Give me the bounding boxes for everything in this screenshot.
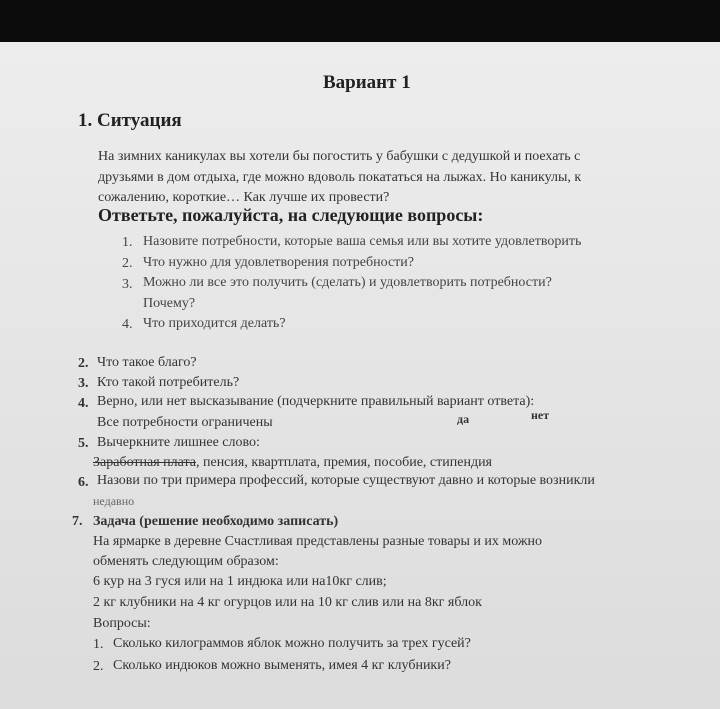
task-line-2: обменять следующим образом: xyxy=(93,554,279,569)
item-3-number: 3. xyxy=(78,376,89,391)
task-question-1-number: 1. xyxy=(93,637,104,652)
question-4-number: 4. xyxy=(122,317,133,332)
task-question-1-text: Сколько килограммов яблок можно получить за трех гусей? xyxy=(113,636,471,651)
item-5-words xyxy=(93,455,492,471)
situation-paragraph-line-3: сожалению, короткие… Как лучше их провести? xyxy=(98,190,390,205)
question-3-continuation: Почему? xyxy=(143,296,196,311)
section-heading-situation: 1. Ситуация xyxy=(78,110,182,131)
item-5-text: Вычеркните лишнее слово: xyxy=(97,435,260,450)
item-7-number: 7. xyxy=(72,514,83,529)
task-line-1: На ярмарке в деревне Счастливая представлены разные товары и их можно xyxy=(93,534,543,549)
task-question-2-text: Сколько индюков можно выменять, имея 4 кг клубники? xyxy=(113,658,451,673)
question-4-text: Что приходится делать? xyxy=(143,316,286,331)
item-6-number: 6. xyxy=(78,475,89,490)
question-3-number: 3. xyxy=(122,277,133,292)
answer-no: нет xyxy=(531,408,550,422)
item-4-text: Верно, или нет высказывание (подчеркните правильный вариант ответа): xyxy=(97,394,535,409)
page-title: Вариант 1 xyxy=(323,72,411,93)
task-line-3: 6 кур на 3 гуся или на 1 индюка или на10кг слив; xyxy=(93,574,387,589)
question-2-number: 2. xyxy=(122,256,133,271)
item-2-number: 2. xyxy=(78,356,89,371)
answer-yes: да xyxy=(457,412,470,426)
task-line-4: 2 кг клубники на 4 кг огурцов или на 10 кг слив или на 8кг яблок xyxy=(93,595,482,610)
item-2-text: Что такое благо? xyxy=(97,355,197,370)
item-3-text: Кто такой потребитель? xyxy=(97,375,240,390)
question-2-text: Что нужно для удовлетворения потребности? xyxy=(143,255,415,270)
item-4-number: 4. xyxy=(78,396,89,411)
item-4-statement: Все потребности ограничены xyxy=(97,415,273,430)
task-question-2-number: 2. xyxy=(93,659,104,674)
situation-paragraph-line-2: друзьями в дом отдыха, где можно вдоволь покататься на лыжах. Но каникулы, к xyxy=(98,170,582,185)
question-3-text: Можно ли все это получить (сделать) и удовлетворить потребности? xyxy=(143,275,552,290)
item-5-struck-word: Заработная плата xyxy=(93,455,196,470)
situation-paragraph-line-1: На зимних каникулах вы хотели бы погостить у бабушки с дедушкой и поехать с xyxy=(98,149,581,164)
item-5-number: 5. xyxy=(78,436,89,451)
item-5-remaining-words: , пенсия, квартплата, премия, пособие, стипендия xyxy=(195,455,492,470)
item-7-heading: Задача (решение необходимо записать) xyxy=(93,514,339,529)
question-1-text: Назовите потребности, которые ваша семья или вы хотите удовлетворить xyxy=(143,234,582,249)
questions-heading: Ответьте, пожалуйста, на следующие вопросы: xyxy=(98,205,484,225)
item-6-continuation: недавно xyxy=(93,494,135,508)
item-6-text: Назови по три примера профессий, которые существуют давно и которые возникли xyxy=(97,473,595,488)
question-1-number: 1. xyxy=(122,235,133,250)
task-line-5: Вопросы: xyxy=(93,616,151,631)
document-page xyxy=(0,42,720,709)
